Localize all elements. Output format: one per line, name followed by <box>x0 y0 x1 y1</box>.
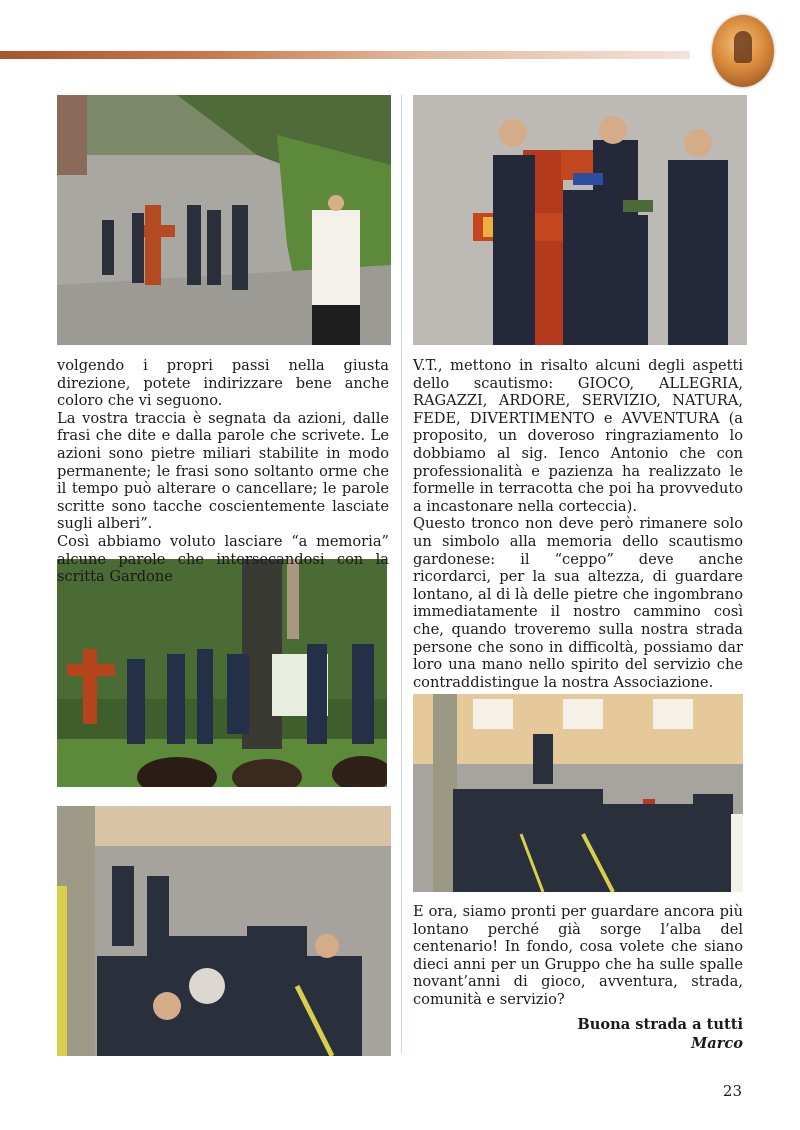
right-paragraph-1: V.T., mettono in risalto alcuni degli aspetti dello scautismo: GIOCO, ALLEGRIA, RAGAZZI, ARDORE, SERVIZIO, NATURA, FEDE, DIVERTIMENTO e AVVENTURA (a proposito, un doveroso ringraziamento lo dobbiamo al sig. Ienco Antonio che con professionalità e pazienza ha realizzato le formelle in terracotta che poi ha provveduto a incastonare nella corteccia). <box>413 357 743 515</box>
signature-author: Marco <box>691 1035 743 1052</box>
header-accent-bar <box>0 51 690 59</box>
left-column-text <box>57 357 389 586</box>
right-column-text-top <box>413 357 743 691</box>
photo-crowd-courtyard <box>57 806 391 1056</box>
page-number: 23 <box>722 1082 742 1100</box>
group-emblem-logo <box>712 15 774 87</box>
right-paragraph-3: E ora, siamo pronti per guardare ancora più lontano perché già sorge l’alba del centenario! In fondo, cosa volete che siano dieci anni per un Gruppo che ha sulle spalle novant’anni di gioco, avventura, strada, comunità e servizio? <box>413 903 743 1008</box>
photo-scouts-garden-path <box>57 95 391 345</box>
column-divider <box>401 95 402 1053</box>
signature-block <box>577 1015 743 1053</box>
left-paragraph-1: volgendo i propri passi nella giusta direzione, potete indirizzare bene anche coloro che vi seguono. <box>57 357 389 410</box>
signature-greeting: Buona strada a tutti <box>577 1016 743 1033</box>
right-column-text-bottom <box>413 903 743 1009</box>
left-paragraph-2: La vostra traccia è segnata da azioni, dalle frasi che dite e dalla parole che scrivete. Le azioni sono pietre miliari stabilite in modo permanente; le frasi sono soltanto orme che il tempo può alterare o cancellare; le parole scritte sono tacche coscientemente lasciate sugli alberi”. <box>57 409 389 533</box>
left-paragraph-3: Così abbiamo voluto lasciare “a memoria” alcune parole che intersecandosi con la scritta Gardone <box>57 532 389 586</box>
photo-crowd-square-crosses <box>413 694 743 892</box>
photo-scouts-with-crosses <box>413 95 747 345</box>
right-paragraph-2: Questo tronco non deve però rimanere solo un simbolo alla memoria dello scautismo gardonese: il “ceppo” deve anche ricordarci, per la sua altezza, di guardare lontano, al di là delle pietre che ingombrano immediatamente il nostro cammino così che, quando troveremo sulla nostra strada persone che sono in difficoltà, possiamo dar loro una mano nello spirito del servizio che contraddistingue la nostra Associazione. <box>413 515 743 691</box>
photo-tree-trunk-ceremony <box>57 559 387 787</box>
